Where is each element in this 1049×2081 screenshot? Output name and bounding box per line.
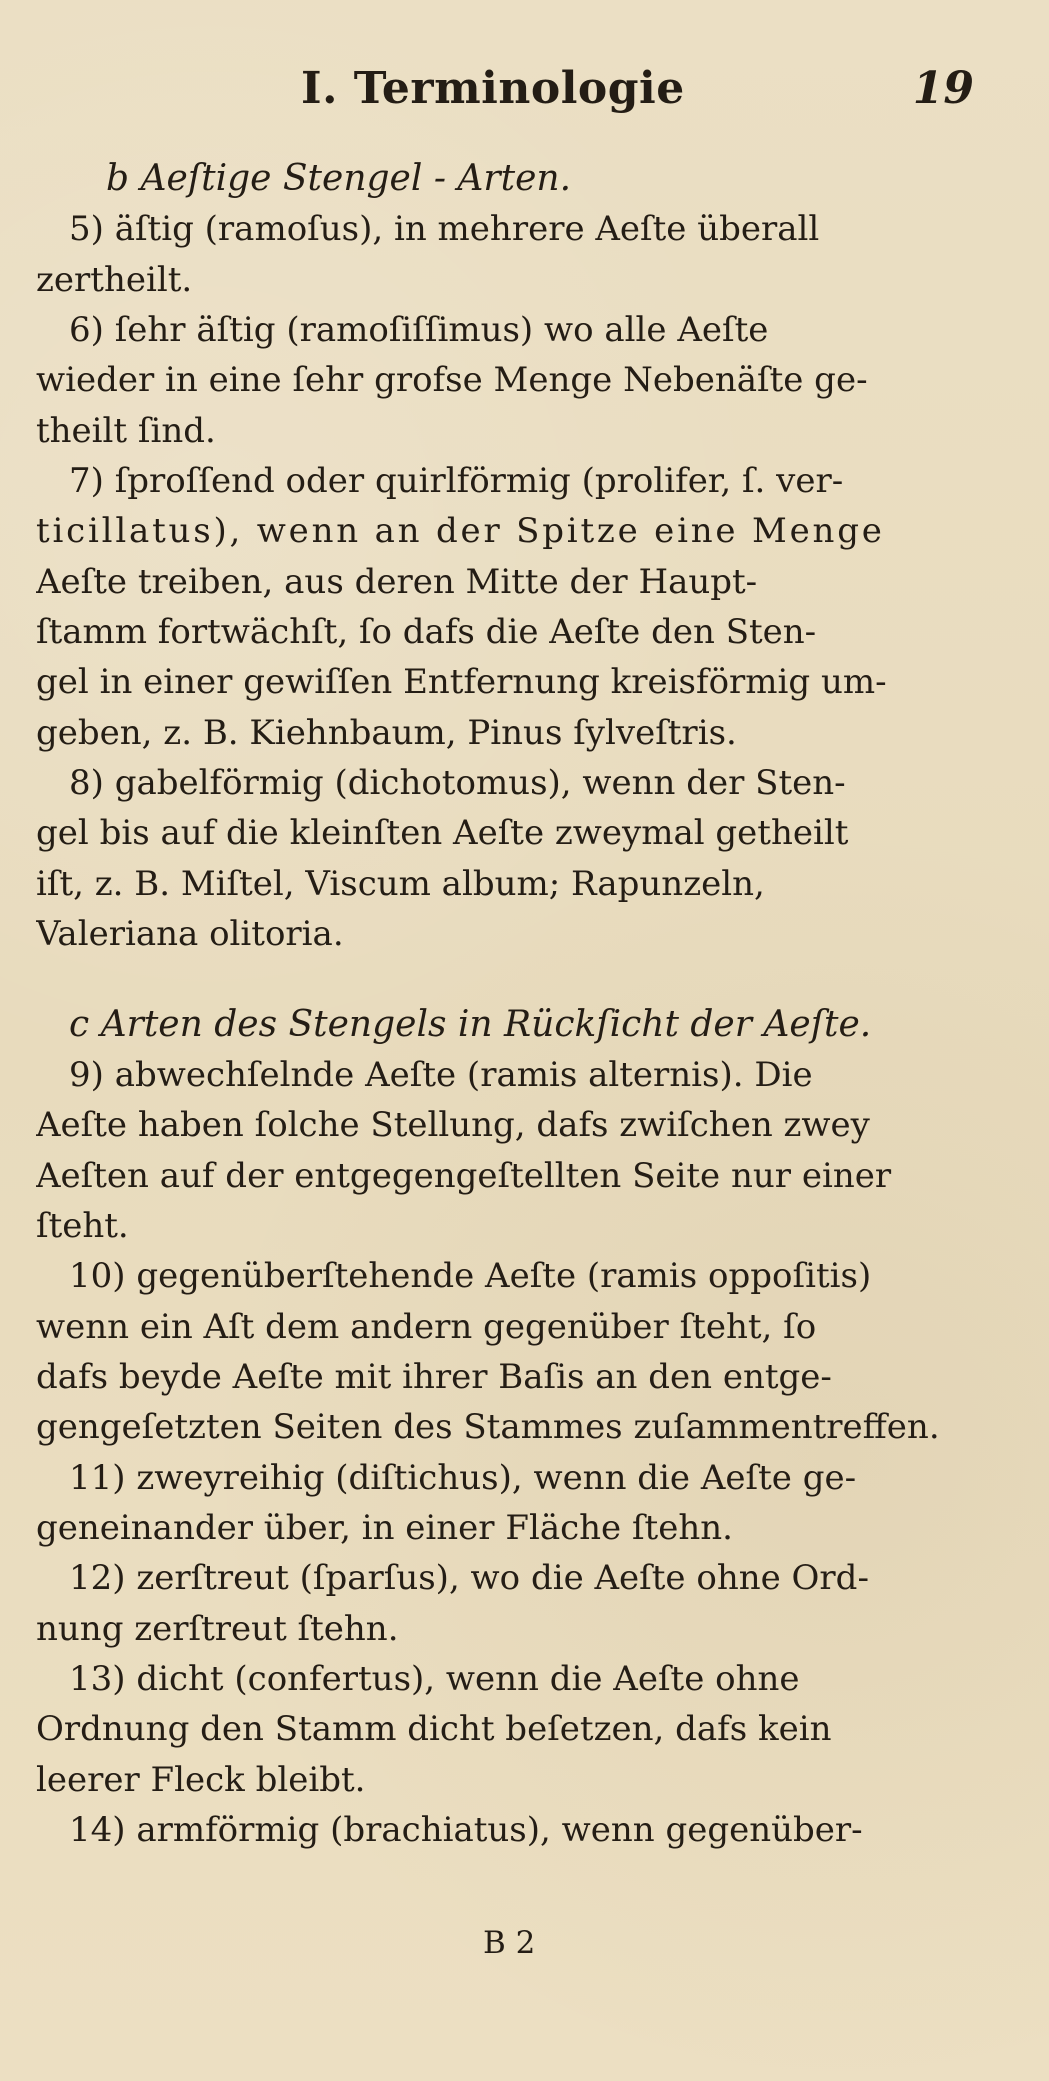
page-number: 19	[912, 63, 974, 114]
text-line: ſteht.	[36, 1205, 129, 1246]
running-header	[0, 58, 1049, 120]
text-line: geneinander über, in einer Fläche ſtehn.	[36, 1507, 733, 1548]
signature-mark: B 2	[483, 1925, 536, 1961]
text-line: leerer Fleck bleibt.	[36, 1759, 366, 1800]
text-line: 12) zerſtreut (ſparſus), wo die Aeſte ohne Ord-	[69, 1558, 869, 1599]
text-line: gel bis auf die kleinſten Aeſte zweymal getheilt	[36, 813, 849, 854]
text-line: dafs beyde Aeſte mit ihrer Baſis an den entge-	[36, 1356, 832, 1397]
text-line: 9) abwechſelnde Aeſte (ramis alternis). Die	[69, 1054, 813, 1095]
text-line: nung zerſtreut ſtehn.	[36, 1608, 399, 1649]
text-line: geben, z. B. Kiehnbaum, Pinus ſylveſtris.	[36, 712, 737, 753]
page-text	[36, 154, 1021, 1855]
text-line: Aeſte treiben, aus deren Mitte der Haupt-	[36, 561, 758, 602]
text-line: Aeſte haben ſolche Stellung, dafs zwiſchen zwey	[36, 1105, 870, 1146]
text-line: Ordnung den Stamm dicht beſetzen, dafs kein	[36, 1709, 832, 1750]
text-line: 6) ſehr äſtig (ramoſiſſimus) wo alle Aeſte	[69, 310, 769, 351]
text-line: 11) zweyreihig (diſtichus), wenn die Aeſte ge-	[69, 1457, 857, 1498]
text-line: Valeriana olitoria.	[36, 914, 344, 955]
text-line: 10) gegenüberſtehende Aeſte (ramis oppoſitis)	[69, 1256, 872, 1297]
text-line: 13) dicht (confertus), wenn die Aeſte ohne	[69, 1658, 800, 1699]
text-line: theilt ſind.	[36, 410, 216, 451]
text-line: 5) äſtig (ramoſus), in mehrere Aeſte überall	[69, 209, 820, 250]
text-line: gel in einer gewiſſen Entfernung kreisförmig um-	[36, 662, 887, 703]
text-line: iſt, z. B. Miſtel, Viscum album; Rapunzeln,	[36, 863, 765, 904]
section-heading-b: b Aeſtige Stengel - Arten.	[106, 158, 572, 199]
section-heading-c: c Arten des Stengels in Rückſicht der Aeſte.	[69, 1003, 872, 1045]
text-line: 7) ſproſſend oder quirlförmig (prolifer, ſ. ver-	[69, 461, 844, 502]
section-spacer	[36, 960, 1021, 1000]
text-line: 14) armförmig (brachiatus), wenn gegenüber-	[69, 1810, 863, 1850]
text-line: ticillatus), wenn an der Spitze eine Menge	[36, 511, 885, 552]
text-line: gengeſetzten Seiten des Stammes zuſammentreffen.	[36, 1407, 940, 1448]
chapter-heading: I. Terminologie	[301, 63, 685, 114]
text-line: 8) gabelförmig (dichotomus), wenn der Sten-	[69, 763, 846, 804]
text-line: zertheilt.	[36, 259, 193, 300]
text-line: wieder in eine ſehr grofse Menge Nebenäſte ge-	[36, 360, 868, 401]
text-line: Aeſten auf der entgegengeſtellten Seite nur einer	[36, 1155, 892, 1196]
text-line: ſtamm fortwächſt, ſo dafs die Aeſte den Sten-	[36, 612, 817, 653]
text-line: wenn ein Aſt dem andern gegenüber ſteht, ſo	[36, 1306, 817, 1347]
